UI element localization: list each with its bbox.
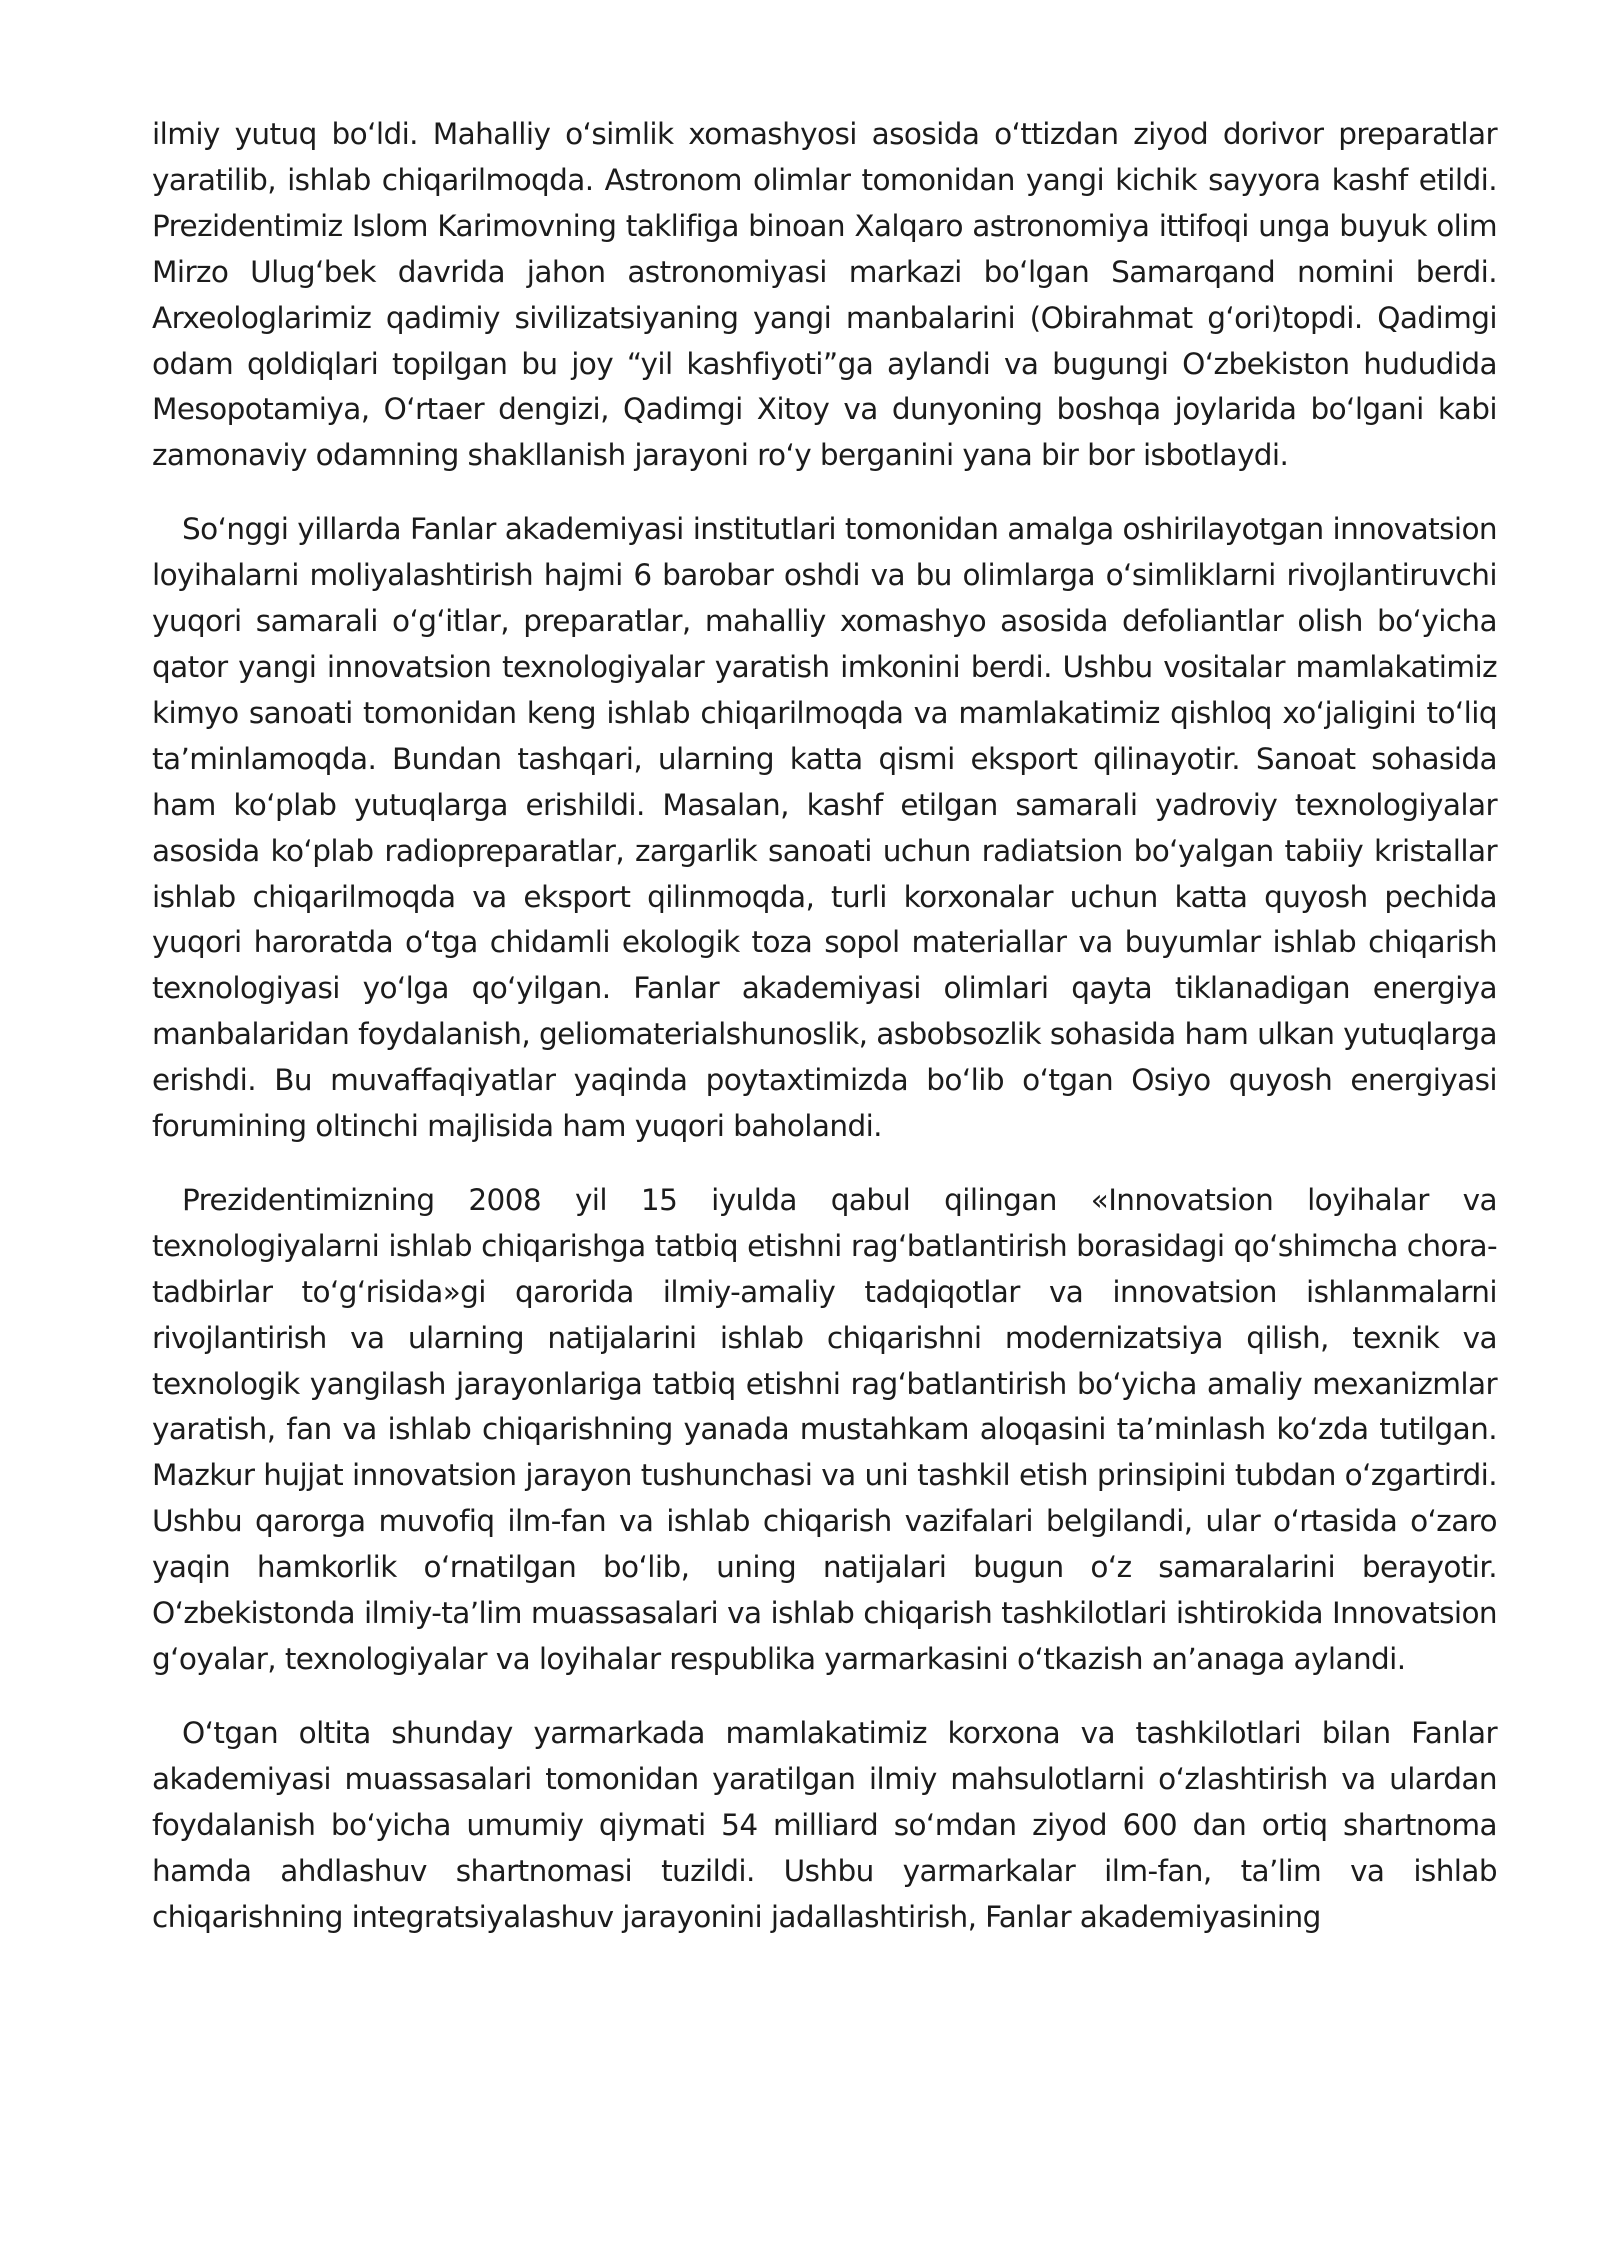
document-page: [152, 112, 1497, 1968]
paragraph-3: Prezidentimizning 2008 yil 15 iyulda qabul qilingan «Innovatsion loyihalar va texnologiyalarni ishlab chiqarishga tatbiq etishni ragʻbatlantirish borasidagi qoʻshimcha chora-tadbirlar toʻgʻrisida»gi qarorida ilmiy-amaliy tadqiqotlar va innovatsion ishlanmalarni rivojlantirish va ularning natijalarini ishlab chiqarishni modernizatsiya qilish, texnik va texnologik yangilash jarayonlariga tatbiq etishni ragʻbatlantirish boʻyicha amaliy mexanizmlar yaratish, fan va ishlab chiqarishning yanada mustahkam aloqasini taʼminlash koʻzda tutilgan. Mazkur hujjat innovatsion jarayon tushunchasi va uni tashkil etish prinsipini tubdan oʻzgartirdi. Ushbu qarorga muvofiq ilm-fan va ishlab chiqarish vazifalari belgilandi, ular oʻrtasida oʻzaro yaqin hamkorlik oʻrnatilgan boʻlib, uning natijalari bugun oʻz samaralarini berayotir. Oʻzbekistonda ilmiy-taʼlim muassasalari va ishlab chiqarish tashkilotlari ishtirokida Innovatsion gʻoyalar, texnologiyalar va loyihalar respublika yarmarkasini oʻtkazish anʼanaga aylandi.: [152, 1182, 1497, 1676]
paragraph-2: Soʻnggi yillarda Fanlar akademiyasi institutlari tomonidan amalga oshirilayotgan innovatsion loyihalarni moliyalashtirish hajmi 6 barobar oshdi va bu olimlarga oʻsimliklarni rivojlantiruvchi yuqori samarali oʻgʻitlar, preparatlar, mahalliy xomashyo asosida defoliantlar olish boʻyicha qator yangi innovatsion texnologiyalar yaratish imkonini berdi. Ushbu vositalar mamlakatimiz kimyo sanoati tomonidan keng ishlab chiqarilmoqda va mamlakatimiz qishloq xoʻjaligini toʻliq taʼminlamoqda. Bundan tashqari, ularning katta qismi eksport qilinayotir. Sanoat sohasida ham koʻplab yutuqlarga erishildi. Masalan, kashf etilgan samarali yadroviy texnologiyalar asosida koʻplab radiopreparatlar, zargarlik sanoati uchun radiatsion boʻyalgan tabiiy kristallar ishlab chiqarilmoqda va eksport qilinmoqda, turli korxonalar uchun katta quyosh pechida yuqori haroratda oʻtga chidamli ekologik toza sopol materiallar va buyumlar ishlab chiqarish texnologiyasi yoʻlga qoʻyilgan. Fanlar akademiyasi olimlari qayta tiklanadigan energiya manbalaridan foydalanish, geliomaterialshunoslik, asbobsozlik sohasida ham ulkan yutuqlarga erishdi. Bu muvaffaqiyatlar yaqinda poytaxtimizda boʻlib oʻtgan Osiyo quyosh energiyasi forumining oltinchi majlisida ham yuqori baholandi.: [152, 512, 1497, 1144]
paragraph-4: Oʻtgan oltita shunday yarmarkada mamlakatimiz korxona va tashkilotlari bilan Fanlar akademiyasi muassasalari tomonidan yaratilgan ilmiy mahsulotlarni oʻzlashtirish va ulardan foydalanish boʻyicha umumiy qiymati 54 milliard soʻmdan ziyod 600 dan ortiq shartnoma hamda ahdlashuv shartnomasi tuzildi. Ushbu yarmarkalar ilm-fan, taʼlim va ishlab chiqarishning integratsiyalashuv jarayonini jadallashtirish, Fanlar akademiyasining: [152, 1715, 1497, 1934]
paragraph-1: ilmiy yutuq boʻldi. Mahalliy oʻsimlik xomashyosi asosida oʻttizdan ziyod dorivor preparatlar yaratilib, ishlab chiqarilmoqda. Astronom olimlar tomonidan yangi kichik sayyora kashf etildi. Prezidentimiz Islom Karimovning taklifiga binoan Xalqaro astronomiya ittifoqi unga buyuk olim Mirzo Ulugʻbek davrida jahon astronomiyasi markazi boʻlgan Samarqand nomini berdi. Arxeologlarimiz qadimiy sivilizatsiyaning yangi manbalarini (Obirahmat gʻori)topdi. Qadimgi odam qoldiqlari topilgan bu joy “yil kashfiyoti”ga aylandi va bugungi Oʻzbekiston hududida Mesopotamiya, Oʻrtaer dengizi, Qadimgi Xitoy va dunyoning boshqa joylarida boʻlgani kabi zamonaviy odamning shakllanish jarayoni roʻy berganini yana bir bor isbotlaydi.: [152, 117, 1497, 473]
